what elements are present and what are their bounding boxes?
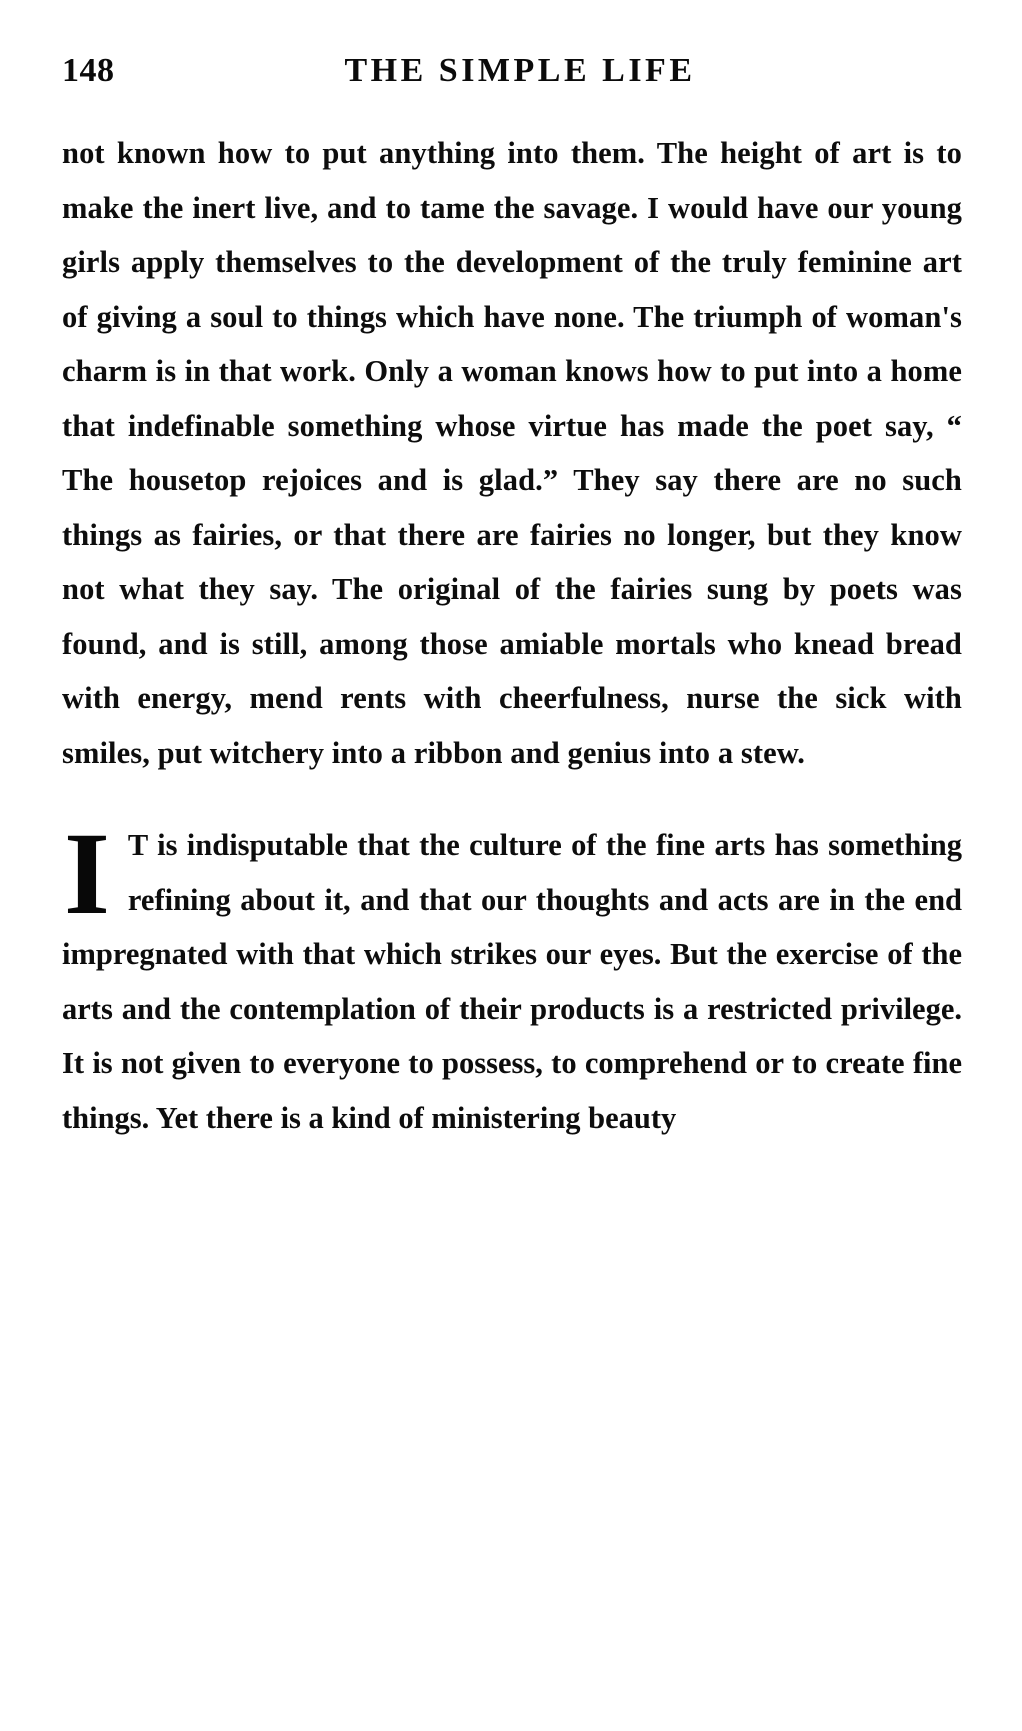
- drop-cap-letter: I: [64, 808, 110, 939]
- book-page: [0, 52, 1022, 1731]
- page-bottom-edge: [0, 1723, 1022, 1731]
- paragraph-with-dropcap: [62, 808, 962, 1145]
- paragraph-spacer: [62, 780, 962, 818]
- paragraph-new-text: T is indisputable that the culture of the fine arts has something refining about it, and that our thoughts and acts are in the end impregnated with that which strikes our eyes. But the exercise of the arts and the contemplation of their products is a restricted privilege. It is not given to everyone to possess, to comprehend or to create fine things. Yet there is a kind of ministering beauty: [62, 828, 962, 1135]
- running-head-title: THE SIMPLE LIFE: [344, 52, 696, 89]
- page-number: 148: [62, 52, 115, 89]
- page-header: [0, 52, 1022, 104]
- paragraph-continued: not known how to put anything into them. The height of art is to make the inert live, and to tame the savage. I would have our young girls apply themselves to the development of the truly feminine art of giving a soul to things which have none. The triumph of woman's charm is in that work. Only a woman knows how to put into a home that indefinable something whose virtue has made the poet say, “ The housetop rejoices and is glad.” They say there are no such things as fairies, or that there are fairies no longer, but they know not what they say. The original of the fairies sung by poets was found, and is still, among those amiable mortals who knead bread with energy, mend rents with cheerfulness, nurse the sick with smiles, put witchery into a ribbon and genius into a stew.: [62, 136, 962, 770]
- page-body: [0, 126, 1022, 1145]
